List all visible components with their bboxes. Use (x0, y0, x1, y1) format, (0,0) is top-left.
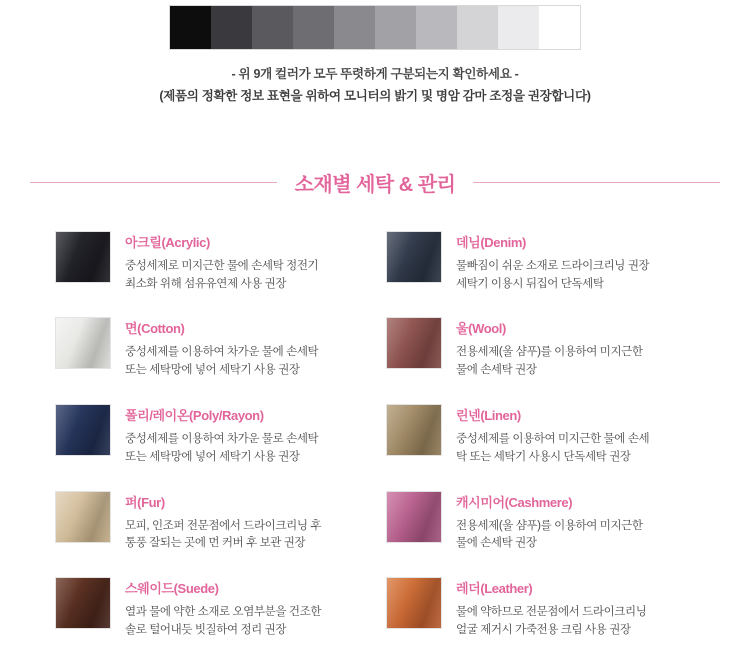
divider-right (473, 182, 720, 183)
material-care-line: 또는 세탁망에 넣어 세탁기 사용 권장 (125, 364, 300, 377)
material-care-item (55, 491, 364, 554)
material-care-instructions (456, 431, 649, 467)
material-care-line: 중성세제를 이용하여 미지근한 물에 손세 (456, 433, 650, 445)
swatch-cotton (55, 317, 111, 369)
material-care-text (456, 317, 643, 380)
swatch-sheen (387, 318, 441, 368)
page-title: 소재별 세탁 & 관리 (294, 173, 456, 196)
material-care-line: 세탁기 이용시 뒤집어 단독세탁 (456, 277, 604, 290)
swatch-sheen (387, 232, 441, 282)
swatch-denim (386, 231, 442, 283)
calibration-note-sub: (제품의 정확한 정보 표현을 위하여 모니터의 밝기 및 명암 감마 조정을 권장합니다) (159, 88, 591, 103)
material-care-text (456, 491, 643, 554)
material-care-text (456, 404, 649, 467)
material-care-instructions (456, 258, 649, 294)
swatch-acrylic (55, 231, 111, 283)
material-care-instructions (456, 518, 643, 554)
calibration-note-main: - 위 9개 컬러가 모두 뚜렷하게 구분되는지 확인하세요 - (231, 67, 519, 81)
swatch-fur (55, 491, 111, 543)
material-care-grid (55, 231, 695, 640)
calibration-swatch-7 (416, 6, 457, 49)
material-care-line: 중성세제를 이용하여 차가운 물로 손세탁 (125, 433, 319, 445)
material-care-instructions (456, 604, 646, 640)
material-care-instructions (456, 344, 643, 380)
material-care-item (386, 317, 695, 380)
swatch-sheen (56, 232, 110, 282)
material-name: 울(Wool) (456, 321, 506, 337)
material-care-line: 열과 물에 약한 소재로 오염부분을 건조한 (125, 606, 322, 619)
material-care-line: 탁 또는 세탁기 사용시 단독세탁 권장 (456, 450, 631, 463)
section-header (0, 168, 750, 197)
calibration-swatch-5 (334, 6, 375, 49)
swatch-leather (386, 577, 442, 629)
material-care-line: 중성세제를 이용하여 차가운 물에 손세탁 (125, 346, 319, 359)
swatch-poly-rayon (55, 404, 111, 456)
material-care-line: 통풍 잘되는 곳에 먼 커버 후 보관 권장 (125, 537, 306, 550)
swatch-sheen (387, 492, 441, 542)
material-care-item (55, 577, 364, 640)
material-care-line: 또는 세탁망에 넣어 세탁기 사용 권장 (125, 450, 300, 463)
material-care-item (55, 317, 364, 380)
calibration-swatch-4 (293, 6, 334, 49)
swatch-linen (386, 404, 442, 456)
swatch-sheen (56, 492, 110, 542)
material-care-text (456, 231, 649, 294)
material-name: 폴리/레이온(Poly/Rayon) (125, 408, 264, 423)
swatch-sheen (56, 578, 110, 628)
material-name: 면(Cotton) (125, 321, 185, 337)
material-name: 퍼(Fur) (125, 494, 165, 510)
material-care-line: 최소화 위해 섬유유연제 사용 권장 (125, 277, 287, 290)
swatch-cashmere (386, 491, 442, 543)
material-name: 아크릴(Acrylic) (125, 234, 210, 250)
material-name: 데님(Denim) (456, 234, 526, 250)
material-care-item (386, 231, 695, 294)
swatch-wool (386, 317, 442, 369)
swatch-sheen (56, 405, 110, 455)
material-care-item (386, 404, 695, 467)
material-care-item (386, 491, 695, 554)
color-calibration-strip (169, 5, 581, 50)
material-care-line: 전용세제(울 샴푸)를 이용하여 미지근한 (456, 519, 643, 532)
calibration-swatch-3 (252, 6, 293, 49)
material-care-text (125, 317, 318, 380)
material-care-line: 얼굴 제거시 가죽전용 크림 사용 권장 (456, 624, 631, 637)
material-care-line: 물에 약하므로 전문점에서 드라이크리닝 (456, 606, 647, 619)
material-name: 린넨(Linen) (456, 408, 521, 423)
material-care-text (125, 404, 318, 467)
material-care-text (456, 577, 646, 640)
calibration-notes (0, 64, 750, 108)
calibration-swatch-2 (211, 6, 252, 49)
divider-left (30, 182, 277, 183)
material-care-line: 중성세제로 미지근한 물에 손세탁 정전기 (125, 259, 319, 272)
material-name: 캐시미어(Cashmere) (456, 494, 573, 510)
material-care-item (55, 231, 364, 294)
material-care-line: 모피, 인조퍼 전문점에서 드라이크리닝 후 (125, 519, 322, 532)
calibration-swatch-1 (170, 6, 211, 49)
material-care-item (55, 404, 364, 467)
material-care-line: 물에 손세탁 권장 (456, 537, 537, 550)
material-care-text (125, 231, 318, 294)
calibration-swatch-8 (457, 6, 498, 49)
material-care-instructions (125, 258, 318, 294)
material-care-instructions (125, 604, 321, 640)
swatch-sheen (387, 405, 441, 455)
material-care-item (386, 577, 695, 640)
material-care-line: 물빠짐이 쉬운 소재로 드라이크리닝 권장 (456, 259, 650, 272)
material-name: 스웨이드(Suede) (125, 581, 219, 597)
material-care-line: 솔로 털어내듯 빗질하여 정리 권장 (125, 624, 287, 637)
color-calibration-section (0, 0, 750, 50)
material-care-line: 전용세제(울 샴푸)를 이용하여 미지근한 (456, 346, 643, 359)
material-care-instructions (125, 518, 321, 554)
material-care-text (125, 577, 321, 640)
calibration-swatch-10 (539, 6, 580, 49)
material-care-instructions (125, 344, 318, 380)
swatch-sheen (56, 318, 110, 368)
swatch-sheen (387, 578, 441, 628)
material-care-line: 물에 손세탁 권장 (456, 364, 537, 377)
calibration-swatch-9 (498, 6, 539, 49)
swatch-suede (55, 577, 111, 629)
material-care-instructions (125, 431, 318, 467)
material-care-text (125, 491, 321, 554)
calibration-swatch-6 (375, 6, 416, 49)
material-name: 레더(Leather) (456, 581, 533, 597)
